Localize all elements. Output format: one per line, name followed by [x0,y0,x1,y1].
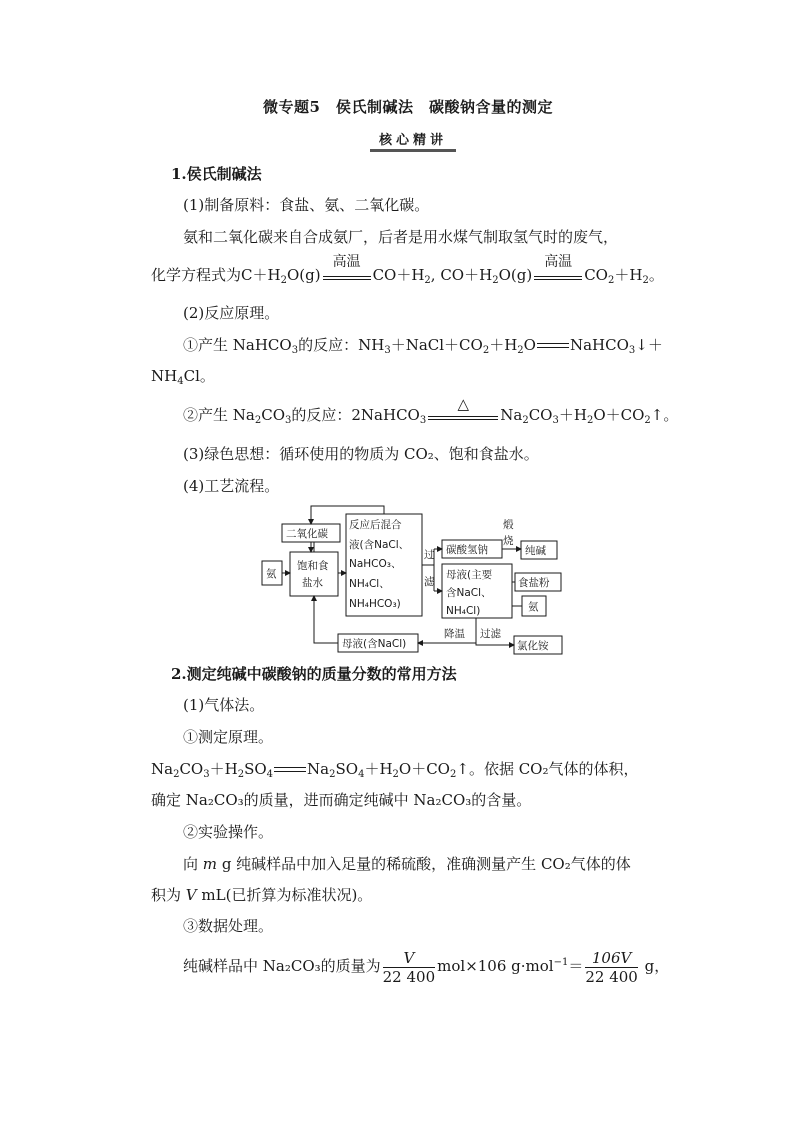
flow-mother-1: 母液(主要 [446,569,493,581]
process-flow-diagram [250,500,580,660]
fraction-106v [585,949,638,986]
flow-mix-4: NH₄Cl、 [349,578,390,590]
equation-na2co3-prefix: ②产生 Na [183,406,255,424]
mass-eq: ＝ [568,957,584,975]
flow-mother-nacl: 母液(含NaCl) [342,638,407,650]
paragraph-operation-detail [183,854,631,874]
flow-mix-3: NaHCO₃、 [349,558,402,570]
flow-mother-2: 含NaCl、 [446,587,492,599]
equation-na2co3-suffix: 的反应： [291,406,352,424]
heat-condition [428,395,498,425]
flow-calcine-2: 烧 [503,535,514,547]
mass-exp: −1 [553,957,569,968]
flow-brine-1: 饱和食 [297,560,329,572]
flow-salt-powder: 食盐粉 [518,577,550,589]
text-volume-unit: mL(已折算为标准状况)。 [201,886,373,904]
heat-symbol: △ [457,395,469,413]
paragraph-principle-2: ①测定原理。 [183,728,274,746]
mass-prefix: 纯碱样品中 Na₂CO₃的质量为 [183,957,381,975]
flow-ammonia-2: 氨 [528,601,539,613]
section-2-heading: 2.测定纯碱中碳酸钠的质量分数的常用方法 [171,665,457,683]
core-heading [370,128,456,150]
flow-mix-2: 液(含NaCl、 [349,539,410,551]
var-m: m [202,855,218,873]
mass-mid: mol×106 g·mol [437,957,554,975]
equation-na2co3: ②产生 $Na_2CO_3$的反应：2NaHCO$_3$ △ $Na_2CO_3+H_2O+CO_2↑$。 [183,395,679,426]
flow-soda: 纯碱 [525,545,546,557]
flow-filter-1: 过 [424,549,435,561]
paragraph-gas-method: (1)气体法。 [183,696,265,714]
box-brine [290,552,338,596]
flow-cool: 降温 [444,628,465,640]
paragraph-source: 氨和二氧化碳来自合成氨厂，后者是用水煤气制取氢气时的废气， [183,228,619,246]
flow-filter-b: 过滤 [480,628,501,640]
paragraph-raw-materials: (1)制备原料：食盐、氨、二氧化碳。 [183,196,430,214]
flow-nh4cl: 氯化铵 [517,640,549,652]
core-heading-text: 核心精讲 [378,133,447,148]
equation-nahco3: ①产生 NaHCO$_3$的反应：$NH_3+NaCl+CO_2+H_2O$ NaHCO$_3$↓＋ [183,336,663,356]
paragraph-data: ③数据处理。 [183,917,274,935]
flow-nahco3: 碳酸氢钠 [446,544,488,556]
flow-calcine-1: 煅 [503,519,514,531]
flow-mother-3: NH₄Cl) [446,605,481,617]
text-volume-is: 积为 [151,886,182,904]
flow-mix-1: 反应后混合 [349,519,402,531]
page-title: 微专题5 侯氏制碱法 碳酸钠含量的测定 [263,98,553,116]
flow-co2: 二氧化碳 [286,528,328,540]
equation-nahco3-suffix: 的反应： [298,336,359,354]
section-1-heading: 1.侯氏制碱法 [171,165,262,183]
flow-filter-2: 滤 [424,576,435,588]
flow-brine-2: 盐水 [302,577,323,589]
flow-mix-5: NH₄HCO₃) [349,598,401,610]
heading-underline [370,149,456,152]
frac1-den: 22 400 [382,967,436,986]
frac2-num: 106V [585,949,638,968]
frac2-den: 22 400 [585,967,638,986]
paragraph-green: (3)绿色思想：循环使用的物质为 CO₂、饱和食盐水。 [183,445,539,463]
equation-sulfuric: $Na_2CO_3+H_2SO_4$ $Na_2SO_4+H_2O+CO_2↑$。依据 CO₂气体的体积， [151,760,639,780]
equation-nahco3-prefix: ①产生 NaHCO [183,336,292,354]
paragraph-determine: 确定 Na₂CO₃的质量，进而确定纯碱中 Na₂CO₃的含量。 [151,791,532,809]
condition-label: 高温 [332,254,361,270]
var-v: V [185,886,197,904]
paragraph-principle: (2)反应原理。 [183,304,280,322]
equation-sulfuric-tail: 。依据 CO₂气体的体积， [468,760,639,778]
high-temp-condition [323,254,371,285]
text-operation: g 纯碱样品中加入足量的稀硫酸，准确测量产生 CO₂气体的体 [221,855,631,873]
equation-prefix: 化学方程式为 [151,266,242,284]
frac1-num: V [383,949,436,968]
fraction-v [383,949,436,986]
paragraph-process: (4)工艺流程。 [183,477,280,495]
condition-label-2: 高温 [544,254,573,270]
equation-water-gas: 化学方程式为$C+H_2O(g)$ 高温 $CO+H_2$, $CO+H_2O(g)$ 高温 $CO_2+H_2$。 [151,254,664,286]
paragraph-volume [151,885,372,905]
high-temp-condition-2 [534,254,582,285]
mass-end: g， [644,957,670,975]
text-to: 向 [183,855,199,873]
equation-mass [183,948,669,986]
flow-ammonia: 氨 [266,568,277,580]
paragraph-operation: ②实验操作。 [183,823,274,841]
